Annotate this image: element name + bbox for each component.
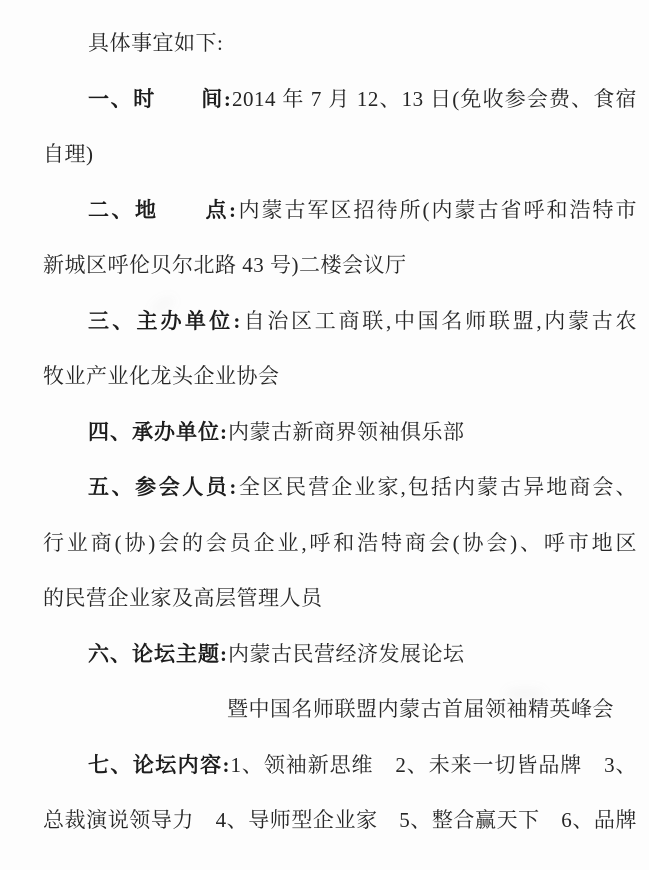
text-line [43, 738, 637, 794]
text-line [43, 627, 637, 683]
text-segment: 内蒙古新商界领袖俱乐部 [228, 419, 465, 444]
text-line [43, 16, 637, 72]
text-segment: 暨中国名师联盟内蒙古首届领袖精英峰会 [227, 697, 614, 721]
text-segment: 1、领袖新思维 2、未来一切皆品牌 3、 [230, 752, 637, 777]
section-label: 五、参会人员: [88, 475, 238, 499]
text-segment: 牧业产业化龙头企业协会 [43, 364, 280, 388]
section-label: 四、承办单位: [88, 419, 228, 444]
text-line [43, 127, 637, 183]
text-segment: 具体事宜如下: [88, 31, 224, 55]
text-segment: 的民营企业家及高层管理人员 [43, 586, 323, 610]
text-line [43, 238, 637, 294]
text-segment: 总裁演说领导力 4、导师型企业家 5、整合赢天下 6、品牌 [43, 808, 637, 832]
section-label: 三、主办单位: [88, 308, 242, 333]
text-line [43, 294, 637, 350]
section-label: 一、时 间: [88, 86, 232, 111]
text-line [43, 349, 637, 405]
text-segment: 行业商(协)会的会员企业,呼和浩特商会(协会)、呼市地区 [43, 530, 637, 555]
section-label: 七、论坛内容: [88, 752, 231, 777]
text-line [43, 405, 637, 461]
text-segment: 新城区呼伦贝尔北路 43 号)二楼会议厅 [43, 253, 407, 277]
text-line [43, 682, 637, 738]
text-segment: 自治区工商联,中国名师联盟,内蒙古农 [241, 308, 637, 333]
text-segment: 2014 年 7 月 12、13 日(免收参会费、食宿 [231, 86, 637, 111]
text-segment: 内蒙古民营经济发展论坛 [228, 641, 465, 666]
text-line [43, 460, 637, 516]
text-line [43, 793, 637, 849]
text-line [43, 516, 637, 572]
text-segment: 内蒙古军区招待所(内蒙古省呼和浩特市 [237, 197, 637, 222]
text-line [43, 72, 637, 128]
section-label: 六、论坛主题: [88, 641, 228, 666]
text-line [43, 571, 637, 627]
text-segment: 自理) [43, 142, 94, 166]
section-label: 二、地 点: [88, 197, 237, 222]
text-segment: 全区民营企业家,包括内蒙古异地商会、 [237, 475, 637, 499]
text-line [43, 183, 637, 239]
